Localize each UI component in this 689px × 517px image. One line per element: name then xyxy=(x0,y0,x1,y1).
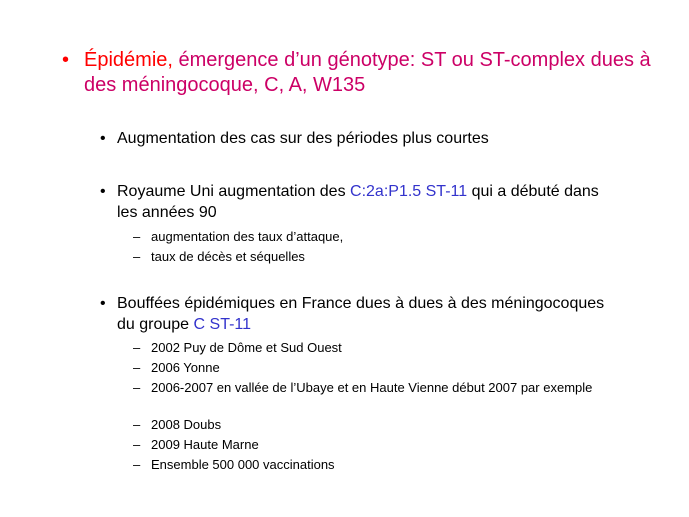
sub-text: augmentation des taux d’attaque, xyxy=(151,229,344,244)
sub-item xyxy=(133,248,623,265)
sub-text: 2006-2007 en vallée de l’Ubaye et en Haute Vienne début 2007 par exemple xyxy=(151,380,593,395)
sub-dash: – xyxy=(133,457,141,472)
sub-item xyxy=(133,436,623,453)
bullet-item xyxy=(100,181,620,223)
title-rest: émergence d’un génotype: ST ou ST-complex dues à des méningocoque, C, A, W135 xyxy=(84,49,651,96)
sub-text: 2006 Yonne xyxy=(151,360,220,375)
bullet-text-pre: Royaume Uni augmentation des xyxy=(117,183,351,200)
bullet-text xyxy=(117,293,620,335)
bullet-dot: • xyxy=(100,130,106,147)
sub-item xyxy=(133,416,623,433)
sub-item xyxy=(133,228,623,245)
bullet-text-post: qui a débuté dans les années 90 xyxy=(117,183,599,221)
sub-text: 2008 Doubs xyxy=(151,417,222,432)
strain-highlight: C:2a:P1.5 ST-11 xyxy=(350,183,468,200)
sub-text: 2009 Haute Marne xyxy=(151,437,259,452)
sub-dash: – xyxy=(133,417,141,432)
bullet-text: Augmentation des cas sur des périodes plus courtes xyxy=(117,130,489,147)
strain-highlight: C ST-11 xyxy=(193,316,252,333)
sub-text: taux de décès et séquelles xyxy=(151,249,305,264)
bullet-item xyxy=(100,128,620,149)
sub-item xyxy=(133,456,623,473)
sub-dash: – xyxy=(133,380,141,395)
sub-item xyxy=(133,359,623,376)
bullet-dot: • xyxy=(100,295,106,312)
sub-dash: – xyxy=(133,437,141,452)
bullet-item xyxy=(100,293,620,335)
sub-dash: – xyxy=(133,340,141,355)
sub-dash: – xyxy=(133,229,141,244)
sub-item xyxy=(133,339,623,356)
sub-item xyxy=(133,379,623,396)
title-bullet: • xyxy=(62,49,70,71)
bullet-dot: • xyxy=(100,183,106,200)
slide-title xyxy=(62,48,652,98)
title-epidemie: Épidémie, xyxy=(84,49,173,71)
sub-text: Ensemble 500 000 vaccinations xyxy=(151,457,335,472)
sub-dash: – xyxy=(133,249,141,264)
bullet-text-pre: Bouffées épidémiques en France dues à dues à des méningocoques du groupe xyxy=(117,295,605,333)
sub-text: 2002 Puy de Dôme et Sud Ouest xyxy=(151,340,342,355)
sub-dash: – xyxy=(133,360,141,375)
bullet-text xyxy=(117,181,620,223)
